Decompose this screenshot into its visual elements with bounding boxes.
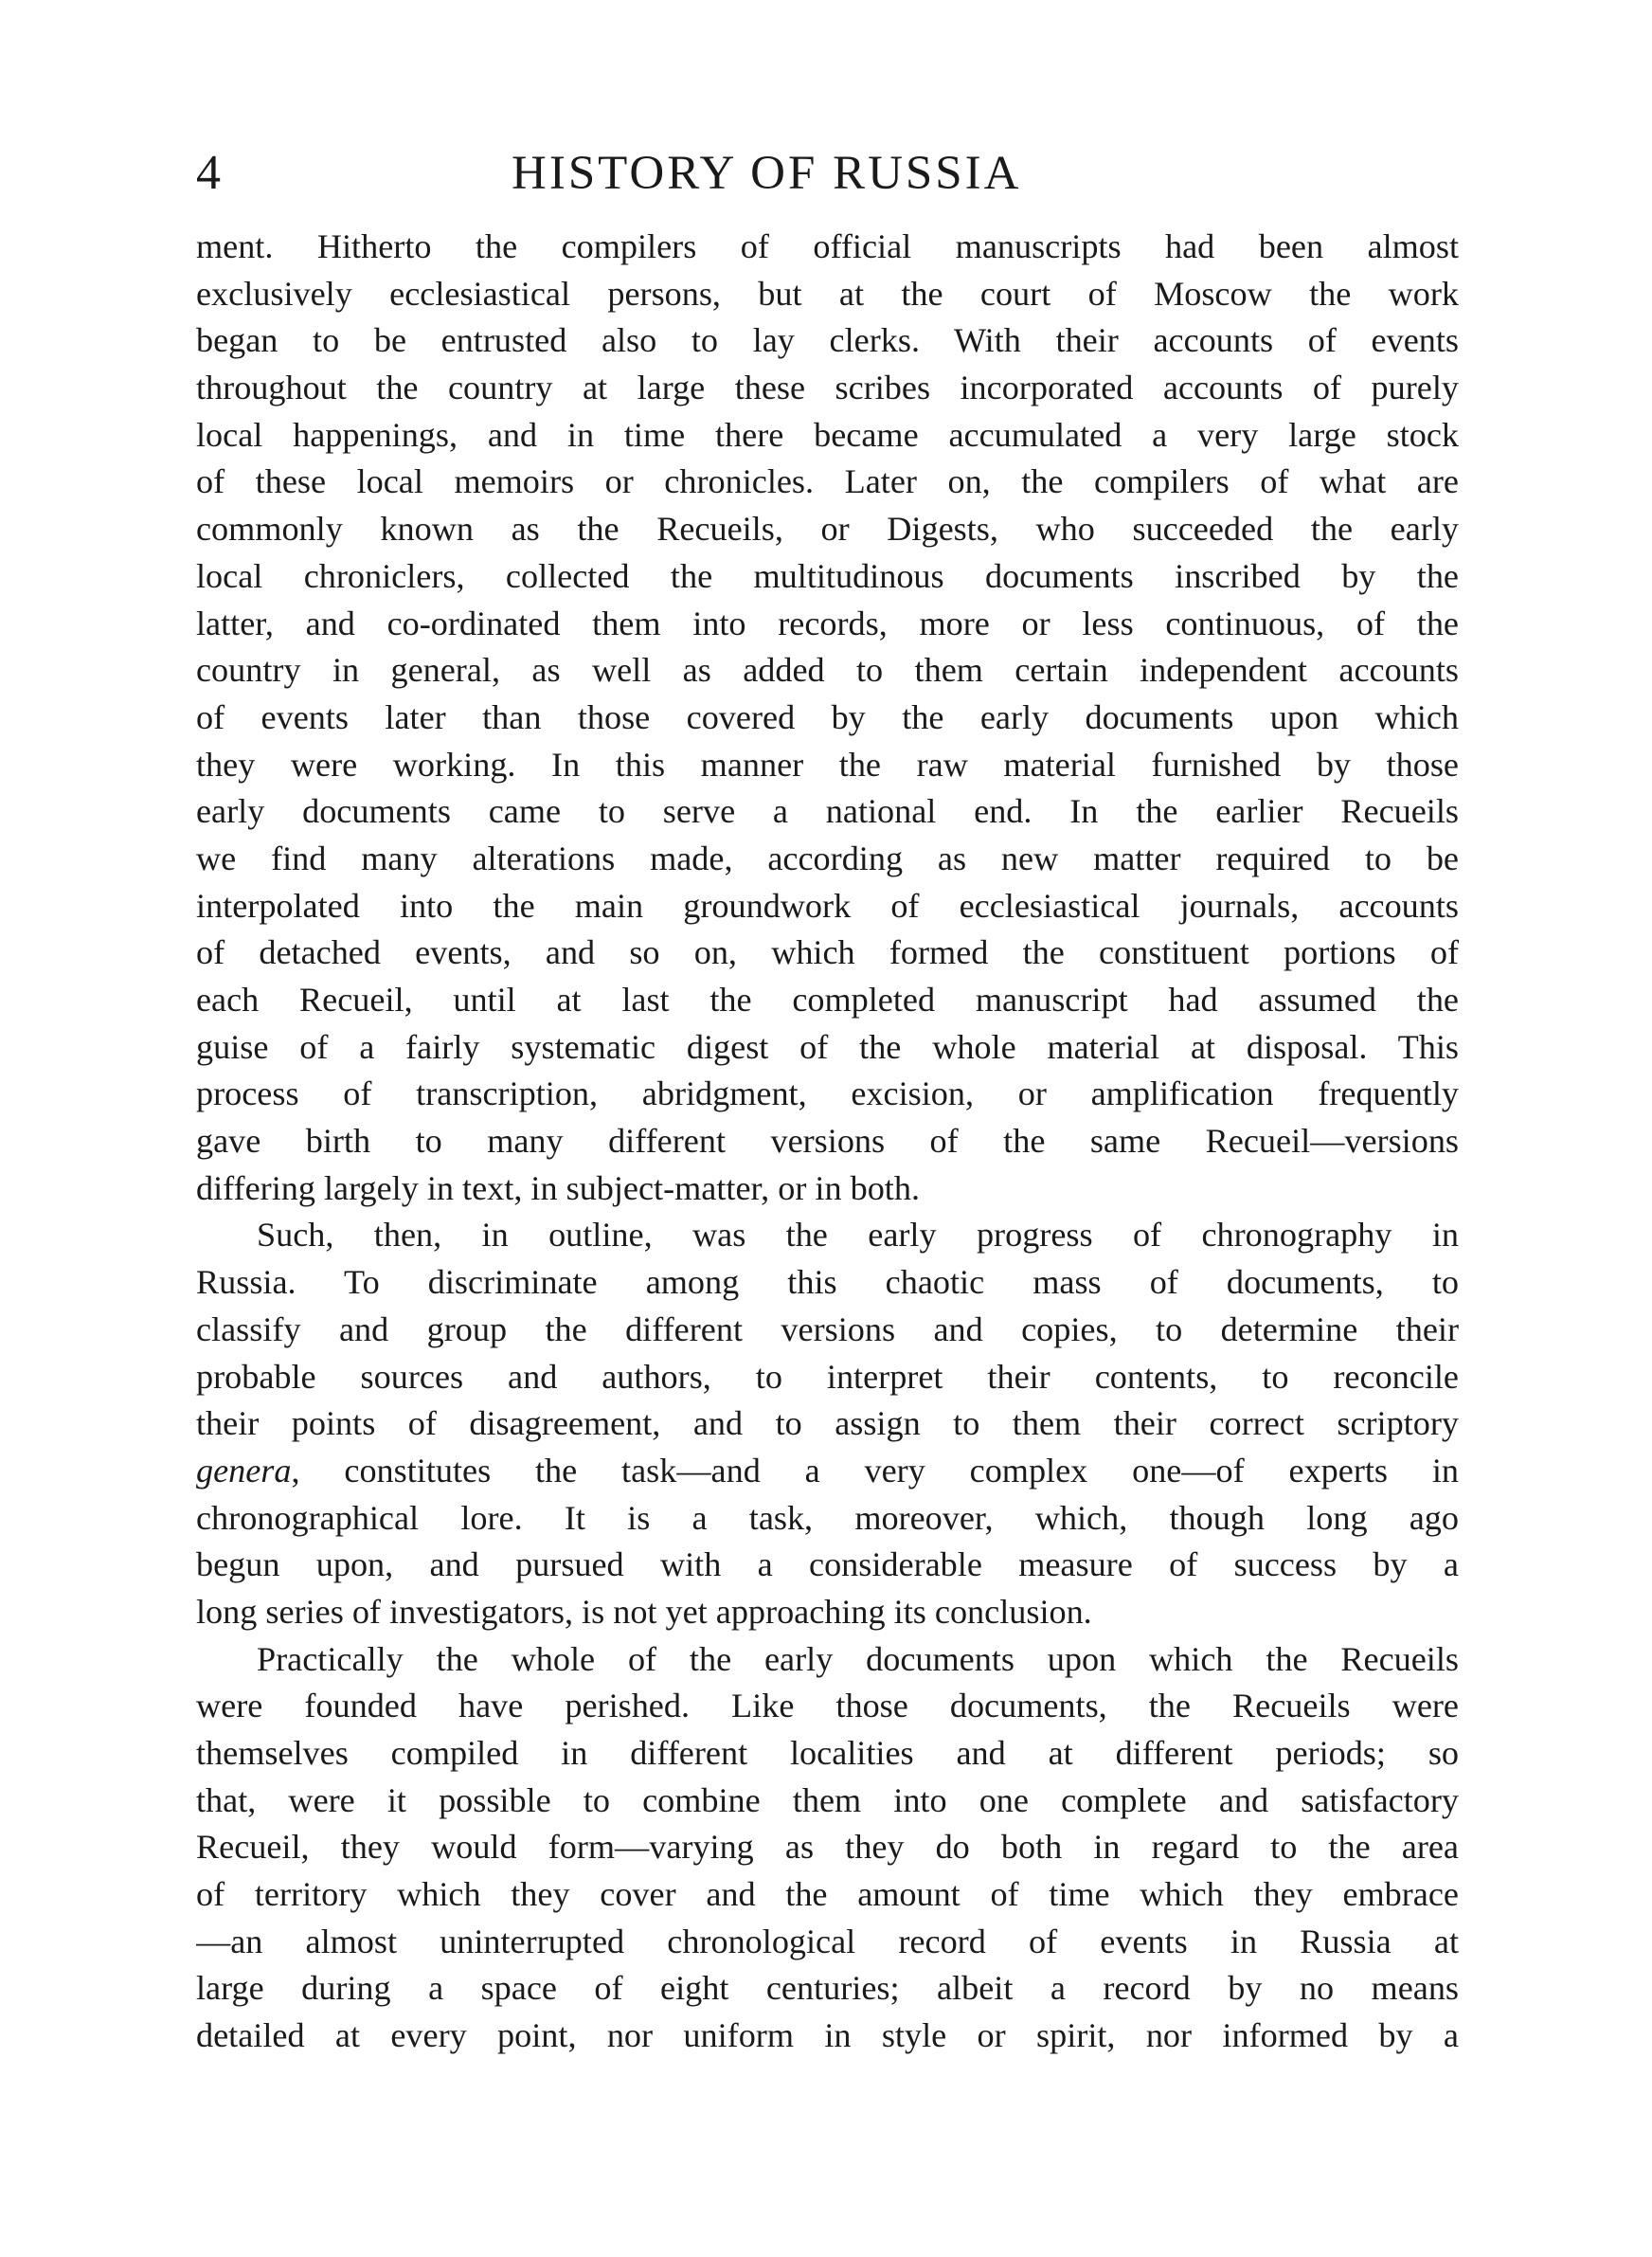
text-line: large during a space of eight centuries; albeit a record by no means (196, 1969, 1459, 2008)
text-line: probable sources and authors, to interpret their contents, to reconcile (196, 1357, 1459, 1396)
text-line: ment. Hitherto the compilers of official manuscripts had been almost (196, 227, 1459, 265)
text-line-remainder: , constitutes the task—and a very complex one—of experts in (291, 1451, 1459, 1490)
running-head (196, 140, 1459, 207)
text-line: interpolated into the main groundwork of ecclesiastical journals, accounts (196, 886, 1459, 925)
text-line: that, were it possible to combine them into one complete and satisfactory (196, 1780, 1459, 1819)
text-line: local happenings, and in time there became accumulated a very large stock (196, 415, 1459, 454)
text-line: exclusively ecclesiastical persons, but at the court of Moscow the work (196, 274, 1459, 313)
text-line: Russia. To discriminate among this chaotic mass of documents, to (196, 1263, 1459, 1302)
text-line: differing largely in text, in subject-matter, or in both. (196, 1168, 921, 1207)
text-line: their points of disagreement, and to assign to them their correct scriptory (196, 1404, 1459, 1443)
text-line: chronographical lore. It is a task, moreover, which, though long ago (196, 1498, 1459, 1537)
text-line: Practically the whole of the early documents upon which the Recueils (257, 1639, 1459, 1678)
text-line: Such, then, in outline, was the early progress of chronography in (257, 1216, 1459, 1255)
text-line: throughout the country at large these scribes incorporated accounts of purely (196, 369, 1459, 407)
text-line: were founded have perished. Like those documents, the Recueils were (196, 1687, 1459, 1725)
page-number: 4 (196, 146, 222, 200)
text-line: we find many alterations made, according as new matter required to be (196, 839, 1459, 877)
text-line: early documents came to serve a national end. In the earlier Recueils (196, 792, 1459, 831)
text-line: of detached events, and so on, which formed the constituent portions of (196, 933, 1459, 972)
text-line: began to be entrusted also to lay clerks. With their accounts of events (196, 321, 1459, 360)
text-line: process of transcription, abridgment, excision, or amplification frequently (196, 1074, 1459, 1113)
italic-term: genera (196, 1451, 292, 1490)
text-line: gave birth to many different versions of the same Recueil—versions (196, 1122, 1459, 1161)
text-line: detailed at every point, nor uniform in style or spirit, nor informed by a (196, 2016, 1459, 2055)
paragraph-1 (196, 224, 1459, 1212)
paragraph-3 (196, 1636, 1459, 2060)
text-line: guise of a fairly systematic digest of the whole material at disposal. This (196, 1027, 1459, 1066)
text-line: country in general, as well as added to them certain independent accounts (196, 651, 1459, 690)
text-line: Recueil, they would form—varying as they do both in regard to the area (196, 1828, 1459, 1867)
paragraph-2 (196, 1212, 1459, 1635)
text-line: classify and group the different versions and copies, to determine their (196, 1309, 1459, 1348)
running-title: HISTORY OF RUSSIA (512, 147, 1022, 200)
text-line: local chroniclers, collected the multitudinous documents inscribed by the (196, 556, 1459, 595)
text-line: begun upon, and pursued with a considerable measure of success by a (196, 1545, 1459, 1584)
text-line: long series of investigators, is not yet approaching its conclusion. (196, 1592, 1092, 1631)
text-line: each Recueil, until at last the completed manuscript had assumed the (196, 981, 1459, 1019)
text-line: —an almost uninterrupted chronological record of events in Russia at (196, 1922, 1459, 1960)
text-line: of events later than those covered by the early documents upon which (196, 697, 1459, 736)
text-line-with-italic (196, 1448, 1459, 1495)
text-line: commonly known as the Recueils, or Digests, who succeeded the early (196, 510, 1459, 549)
text-line: they were working. In this manner the raw material furnished by those (196, 745, 1459, 784)
body-text (196, 224, 1459, 2060)
text-line: latter, and co-ordinated them into records, more or less continuous, of the (196, 604, 1459, 642)
text-line: of these local memoirs or chronicles. Later on, the compilers of what are (196, 462, 1459, 501)
text-line: of territory which they cover and the amount of time which they embrace (196, 1875, 1459, 1914)
text-line: themselves compiled in different localities and at different periods; so (196, 1734, 1459, 1772)
